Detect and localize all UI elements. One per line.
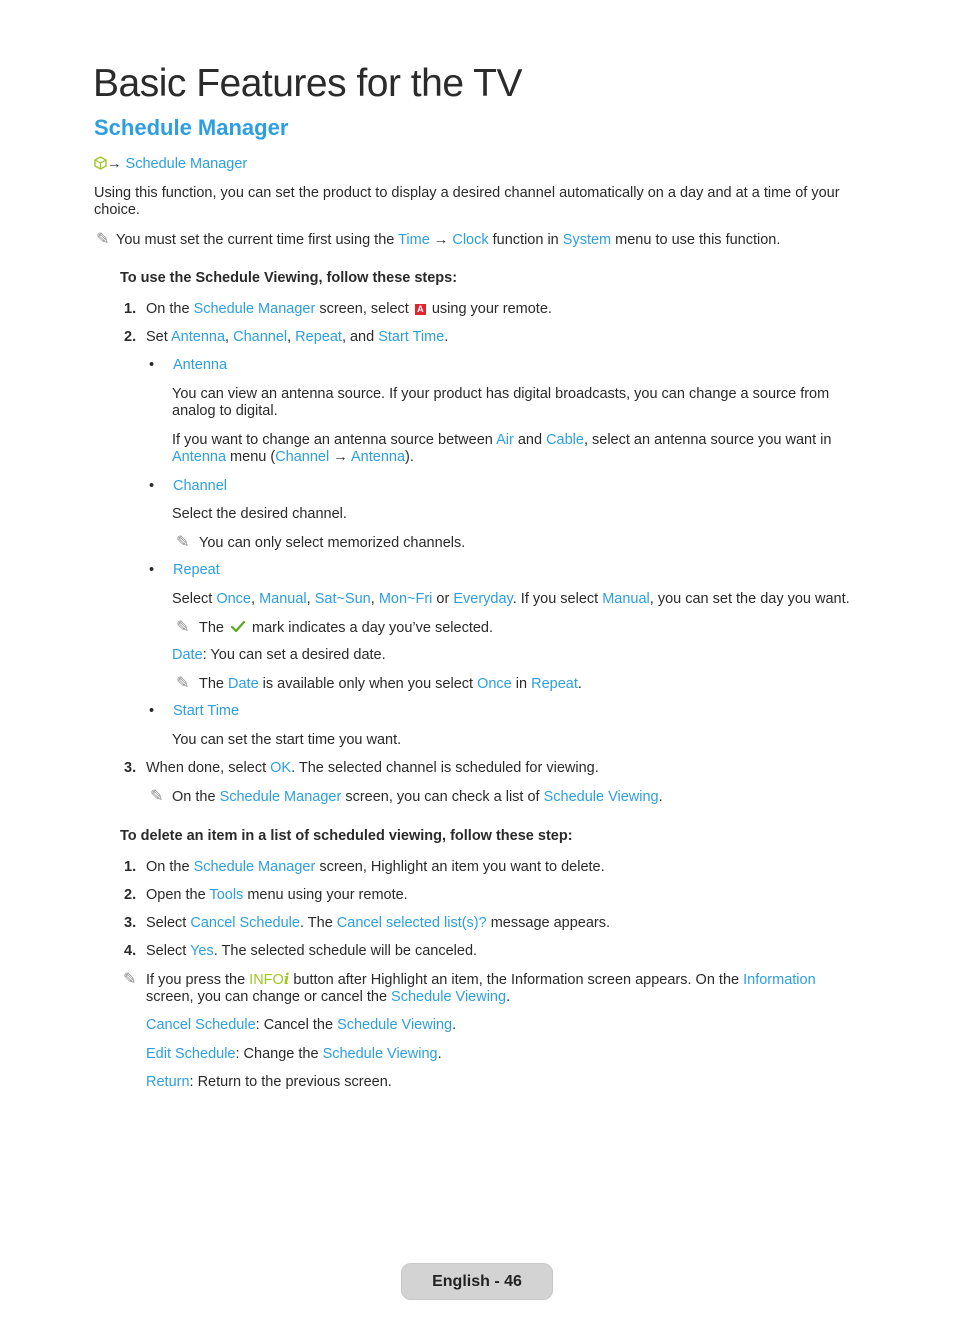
option-return: Return: Return to the previous screen. — [146, 1074, 392, 1090]
repeat-date: Date: You can set a desired date. — [172, 647, 386, 663]
steps-heading: To use the Schedule Viewing, follow these steps: — [120, 270, 458, 286]
pencil-note-icon: ✎ — [96, 231, 110, 248]
pencil-note-icon: ✎ — [176, 534, 190, 551]
check-mark-icon — [230, 620, 246, 634]
delete-step-1: 1. On the Schedule Manager screen, Highlight an item you want to delete. — [124, 859, 605, 875]
info-note-line-2: screen, you can change or cancel the Schedule Viewing. — [146, 989, 511, 1005]
option-edit-schedule: Edit Schedule: Change the Schedule Viewing. — [146, 1046, 442, 1062]
menu-path-item: Schedule Manager — [125, 156, 248, 172]
bullet-antenna: • Antenna — [149, 357, 228, 373]
step-3: 3. When done, select OK. The selected channel is scheduled for viewing. — [124, 760, 599, 776]
pencil-note-icon: ✎ — [123, 971, 137, 988]
bullet: • — [149, 703, 155, 719]
start-time-desc: You can set the start time you want. — [172, 732, 402, 748]
intro-line-1: Using this function, you can set the product to display a desired channel automatically on a day and at a time of your — [94, 185, 840, 201]
repeat-desc: Select Once, Manual, Sat~Sun, Mon~Fri or Everyday. If you select Manual, you can set the day you want. — [172, 591, 850, 607]
bullet-start-time: • Start Time — [149, 703, 240, 719]
info-button-label: INFO — [249, 972, 284, 988]
bullet-repeat: • Repeat — [149, 562, 220, 578]
step-1: 1. On the Schedule Manager screen, select A using your remote. — [124, 301, 552, 317]
pencil-note-icon: ✎ — [176, 675, 190, 692]
page-title: Basic Features for the TV — [93, 62, 522, 105]
channel-desc: Select the desired channel. — [172, 506, 347, 522]
pencil-note-icon: ✎ — [176, 619, 190, 636]
note-time-setting: ✎ You must set the current time first using the Time → Clock function in System menu to use this function. — [96, 231, 781, 248]
delete-step-3: 3. Select Cancel Schedule. The Cancel selected list(s)? message appears. — [124, 915, 611, 931]
page-number-badge: English - 46 — [401, 1263, 553, 1300]
bullet: • — [149, 357, 155, 373]
bullet: • — [149, 562, 155, 578]
step-2: 2. Set Antenna, Channel, Repeat, and Start Time. — [124, 329, 449, 345]
delete-step-2: 2. Open the Tools menu using your remote. — [124, 887, 408, 903]
menu-path — [94, 156, 247, 173]
channel-note: ✎ You can only select memorized channels. — [176, 534, 466, 551]
info-icon: i — [283, 971, 290, 988]
delete-heading: To delete an item in a list of scheduled viewing, follow these step: — [120, 828, 573, 844]
delete-step-4: 4. Select Yes. The selected schedule will be canceled. — [124, 943, 478, 959]
section-title: Schedule Manager — [94, 115, 289, 140]
antenna-desc-1: You can view an antenna source. If your product has digital broadcasts, you can change a source from — [172, 386, 830, 402]
red-a-button-icon: A — [415, 304, 426, 315]
menu-icon — [94, 156, 107, 170]
bullet: • — [149, 478, 155, 494]
step-3-note: ✎ On the Schedule Manager screen, you can check a list of Schedule Viewing. — [150, 788, 663, 805]
intro-line-2: choice. — [94, 202, 140, 218]
pencil-note-icon: ✎ — [150, 788, 164, 805]
info-note-line-1: ✎ If you press the INFOi button after Highlight an item, the Information screen appears. On the Information — [123, 971, 816, 988]
repeat-note-date: ✎ The Date is available only when you select Once in Repeat. — [176, 675, 582, 692]
option-cancel-schedule: Cancel Schedule: Cancel the Schedule Viewing. — [146, 1017, 457, 1033]
repeat-note-check: ✎ The mark indicates a day you’ve selected. — [176, 619, 494, 636]
bullet-channel: • Channel — [149, 478, 228, 494]
menu-arrow: → — [107, 156, 122, 172]
antenna-desc-2: analog to digital. — [172, 403, 278, 419]
antenna-desc-4: Antenna menu (Channel → Antenna). — [172, 449, 414, 465]
antenna-desc-3: If you want to change an antenna source between Air and Cable, select an antenna source you want in — [172, 432, 832, 448]
